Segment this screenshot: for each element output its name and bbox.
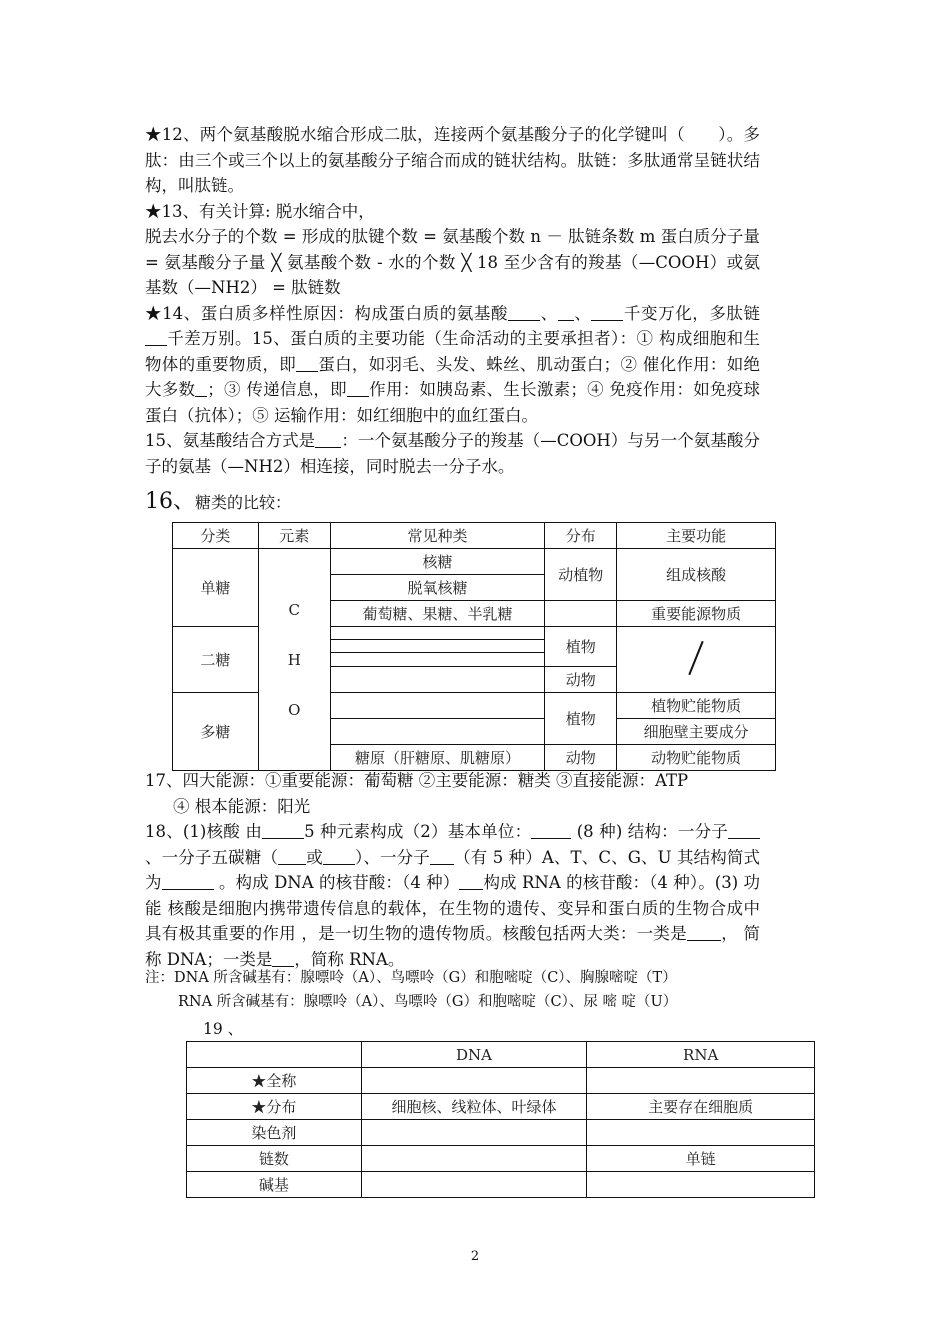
- fill-blank[interactable]: [145, 327, 167, 346]
- header-cell: 分布: [545, 523, 617, 549]
- table-cell: 动植物: [545, 549, 617, 601]
- table-header-row: [187, 1042, 815, 1068]
- fill-blank[interactable]: [459, 871, 483, 890]
- blank-cell[interactable]: [330, 667, 545, 693]
- table-cell: 植物贮能物质: [617, 693, 776, 719]
- element-c: C: [288, 600, 301, 619]
- table-cell[interactable]: [361, 1120, 587, 1146]
- fill-blank[interactable]: [262, 820, 304, 839]
- table-cell: 细胞壁主要成分: [617, 719, 776, 745]
- section-13-body: 脱去水分子的个数 = 形成的肽键个数 = 氨基酸个数 n － 肽链条数 m 蛋白质分子量 = 氨基酸分子量 ╳ 氨基酸个数 - 水的个数 ╳ 18 至少含有的羧基（—COOH）或氨基数（—NH2） = 肽链数: [145, 227, 760, 297]
- fill-blank[interactable]: [278, 846, 306, 865]
- monosaccharide-label: 单糖: [173, 549, 259, 627]
- table-row: [187, 1172, 815, 1198]
- row-label: ★全称: [187, 1068, 362, 1094]
- table-cell: 单链: [587, 1146, 815, 1172]
- page-number: 2: [470, 1249, 480, 1264]
- table-cell: 主要存在细胞质: [587, 1094, 815, 1120]
- elements-cell: [258, 549, 330, 771]
- row-label: 染色剂: [187, 1120, 362, 1146]
- table-cell: 植物: [545, 693, 617, 745]
- disaccharide-label: 二糖: [173, 627, 259, 693]
- section-16-number: 16、: [145, 489, 195, 514]
- fill-blank[interactable]: [558, 302, 574, 321]
- table-cell: 重要能源物质: [617, 601, 776, 627]
- header-cell: 元素: [258, 523, 330, 549]
- blank-cell[interactable]: [330, 693, 545, 719]
- header-cell: 主要功能: [617, 523, 776, 549]
- header-cell: 分类: [173, 523, 259, 549]
- blank-cell[interactable]: [330, 627, 545, 640]
- note-rna-bases: RNA 所含碱基有：腺嘌呤（A）、鸟嘌呤（G）和胞嘧啶（C）、尿 嘧 啶（U）: [178, 994, 678, 1010]
- section-16-title: 糖类的比较：: [195, 493, 292, 512]
- diagonal-slash-cell: [617, 627, 776, 693]
- slash-mark: [688, 640, 703, 674]
- section-17-line1: 17、四大能源：①重要能源：葡萄糖 ②主要能源：糖类 ③直接能源：ATP: [145, 771, 689, 790]
- row-label: 碱基: [187, 1172, 362, 1198]
- table-cell: 动物: [545, 745, 617, 771]
- table-cell: 细胞核、线粒体、叶绿体: [361, 1094, 587, 1120]
- table-row: [187, 1120, 815, 1146]
- table-cell[interactable]: [545, 601, 617, 627]
- blank-cell[interactable]: [330, 719, 545, 745]
- section-18: 18、(1)核酸 由 5 种元素构成（2）基本单位： (8 种) 结构：一分子、一分子五碳糖（ 或 ）、一分子 （有 5 种）A、T、C、G、U 其结构简式为 。构成 DNA 的核苷酸：（4 种） 构成 RNA 的核苷酸：（4 种）。(3) 功能 核酸是细胞内携带遗传信息的载体，在生物的遗传、变异和蛋白质的生物合成中具有极其重要的作用 ，是一切生物的遗传物质。核酸包括两大类：一类是 ， 简称 DNA；一类是 ，简称 RNA。: [145, 822, 761, 969]
- nucleic-acid-table: [186, 1041, 815, 1198]
- section-17-line2: ④ 根本能源：阳光: [173, 796, 311, 816]
- table-cell[interactable]: [361, 1068, 587, 1094]
- section-19-label: 19 、: [203, 1020, 244, 1038]
- fill-blank[interactable]: [272, 948, 294, 967]
- table-cell[interactable]: [361, 1146, 587, 1172]
- fill-blank[interactable]: [531, 820, 571, 839]
- table-header-row: [173, 523, 776, 549]
- element-h: H: [287, 650, 301, 669]
- table-cell[interactable]: [587, 1172, 815, 1198]
- table-cell: 动物贮能物质: [617, 745, 776, 771]
- header-cell: RNA: [587, 1042, 815, 1068]
- fill-blank[interactable]: [315, 429, 341, 448]
- table-cell[interactable]: [361, 1172, 587, 1198]
- row-label: 链数: [187, 1146, 362, 1172]
- fill-blank[interactable]: [430, 846, 454, 865]
- table-cell: 动物: [545, 667, 617, 693]
- polysaccharide-label: 多糖: [173, 693, 259, 771]
- fill-blank[interactable]: [162, 871, 214, 890]
- header-cell: DNA: [361, 1042, 587, 1068]
- table-row: [173, 549, 776, 575]
- fill-blank[interactable]: [296, 353, 318, 372]
- table-row: [187, 1094, 815, 1120]
- note-dna-bases: 注：DNA 所含碱基有：腺嘌呤（A）、鸟嘌呤（G）和胞嘧啶（C）、胸腺嘧啶（T）: [145, 970, 677, 986]
- header-cell: 常见种类: [330, 523, 545, 549]
- section-13-line1: ★13、有关计算: 脱水缩合中，: [145, 201, 375, 221]
- table-row: [187, 1146, 815, 1172]
- section-16-heading: [145, 484, 291, 515]
- fill-blank[interactable]: [591, 302, 623, 321]
- row-label: ★分布: [187, 1094, 362, 1120]
- section-12: ★12、两个氨基酸脱水缩合形成二肽，连接两个氨基酸分子的化学键叫（ ）。多肽：由三个或三个以上的氨基酸分子缩合而成的链状结构。肽链：多肽通常呈链状结构，叫肽链。: [145, 125, 760, 195]
- element-o: O: [288, 700, 301, 719]
- fill-blank[interactable]: [195, 378, 207, 397]
- table-cell: 组成核酸: [617, 549, 776, 601]
- table-cell: 糖原（肝糖原、肌糖原）: [330, 745, 545, 771]
- table-cell: 脱氧核糖: [330, 575, 545, 601]
- text-section-17-18: [145, 768, 760, 972]
- fill-blank[interactable]: [323, 846, 355, 865]
- table-cell[interactable]: [587, 1120, 815, 1146]
- blank-cell[interactable]: [330, 653, 545, 667]
- header-cell: [187, 1042, 362, 1068]
- sugar-comparison-table: [172, 522, 776, 771]
- table-cell[interactable]: [587, 1068, 815, 1094]
- blank-cell[interactable]: [330, 640, 545, 653]
- section-15: 15、氨基酸结合方式是 ：一个氨基酸分子的羧基（—COOH）与另一个氨基酸分子的氨基（—NH2）相连接，同时脱去一分子水。: [145, 431, 760, 476]
- table-cell: 葡萄糖、果糖、半乳糖: [330, 601, 545, 627]
- table-row: [187, 1068, 815, 1094]
- table-cell: 核糖: [330, 549, 545, 575]
- fill-blank[interactable]: [347, 378, 369, 397]
- fill-blank[interactable]: [728, 820, 760, 839]
- table-cell: 植物: [545, 627, 617, 667]
- fill-blank[interactable]: [508, 302, 540, 321]
- section-14: ★14、蛋白质多样性原因：构成蛋白质的氨基酸 、 、 千变万化，多肽链千差万别。15、蛋白质的主要功能（生命活动的主要承担者）：① 构成细胞和生物体的重要物质，即 蛋白，如羽毛、头发、蛛丝、肌动蛋白；② 催化作用：如绝大多数 ；③ 传递信息，即 作用：如胰岛素、生长激素；④ 免疫作用：如免疫球蛋白（抗体）；⑤ 运输作用：如红细胞中的血红蛋白。: [145, 303, 761, 425]
- text-section-12-15: [145, 122, 760, 479]
- fill-blank[interactable]: [687, 922, 721, 941]
